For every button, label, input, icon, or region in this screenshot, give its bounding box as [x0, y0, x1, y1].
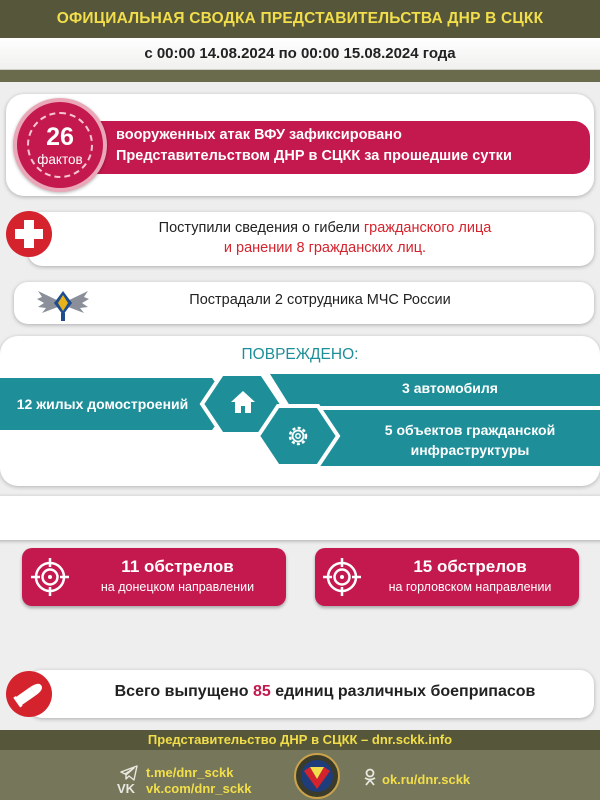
page-title: ОФИЦИАЛЬНАЯ СВОДКА ПРЕДСТАВИТЕЛЬСТВА ДНР В СЦКК	[56, 10, 544, 27]
attacks-count: 26	[46, 123, 74, 151]
casualties-prefix: Поступили сведения о гибели	[158, 220, 364, 236]
vk-link[interactable]: vk.com/dnr_sckk	[146, 781, 252, 796]
damage-title: ПОВРЕЖДЕНО:	[241, 346, 359, 363]
sckk-emblem-icon	[294, 753, 340, 799]
damage-infrastructure: 5 объектов гражданской инфраструктуры	[384, 422, 556, 458]
casualties-killed: гражданского лица	[363, 220, 492, 236]
ammo-total	[60, 683, 590, 701]
ammo-shell-icon	[6, 671, 52, 717]
casualties-text	[60, 218, 590, 258]
ammo-number: 85	[252, 683, 271, 700]
header-divider	[0, 70, 600, 82]
ammo-suffix: единиц различных боеприпасов	[270, 683, 536, 700]
spacer-band	[0, 496, 600, 540]
gear-icon	[285, 423, 311, 449]
attacks-line-1: вооруженных атак ВФУ зафиксировано	[116, 127, 402, 143]
vk-icon: VK	[117, 781, 136, 796]
telegram-icon	[120, 765, 138, 781]
period-text: с 00:00 14.08.2024 по 00:00 15.08.2024 года	[144, 45, 456, 62]
shelling-gorlovka-direction: на горловском направлении	[388, 580, 552, 594]
house-icon	[229, 389, 257, 415]
ok-link[interactable]: ok.ru/dnr.sckk	[382, 772, 471, 787]
medical-cross-icon	[6, 211, 52, 257]
casualties-line-1	[60, 218, 590, 238]
telegram-link[interactable]: t.me/dnr_sckk	[146, 765, 234, 780]
damage-cars: 3 автомобиля	[402, 380, 498, 396]
casualties-wounded: и ранении 8 гражданских лиц.	[223, 240, 427, 256]
shelling-gorlovka-count: 15 обстрелов	[413, 557, 527, 576]
target-icon	[322, 557, 362, 597]
shelling-donetsk-count: 11 обстрелов	[121, 557, 234, 576]
footer-site[interactable]: Представительство ДНР в СЦКК – dnr.sckk.info	[147, 732, 453, 747]
attacks-description	[116, 125, 586, 167]
period-bar	[0, 38, 600, 70]
ammo-prefix: Всего выпущено	[114, 683, 253, 700]
damage-houses: 12 жилых домостроений	[16, 396, 189, 412]
page-header	[0, 0, 600, 38]
shelling-donetsk-direction: на донецком направлении	[100, 580, 255, 594]
attacks-count-label: фактов	[37, 152, 83, 167]
target-icon	[30, 557, 70, 597]
attacks-line-2: Представительством ДНР в СЦКК за прошедшие сутки	[116, 148, 512, 164]
odnoklassniki-icon	[364, 768, 376, 786]
mchs-text: Пострадали 2 сотрудника МЧС России	[189, 292, 451, 308]
